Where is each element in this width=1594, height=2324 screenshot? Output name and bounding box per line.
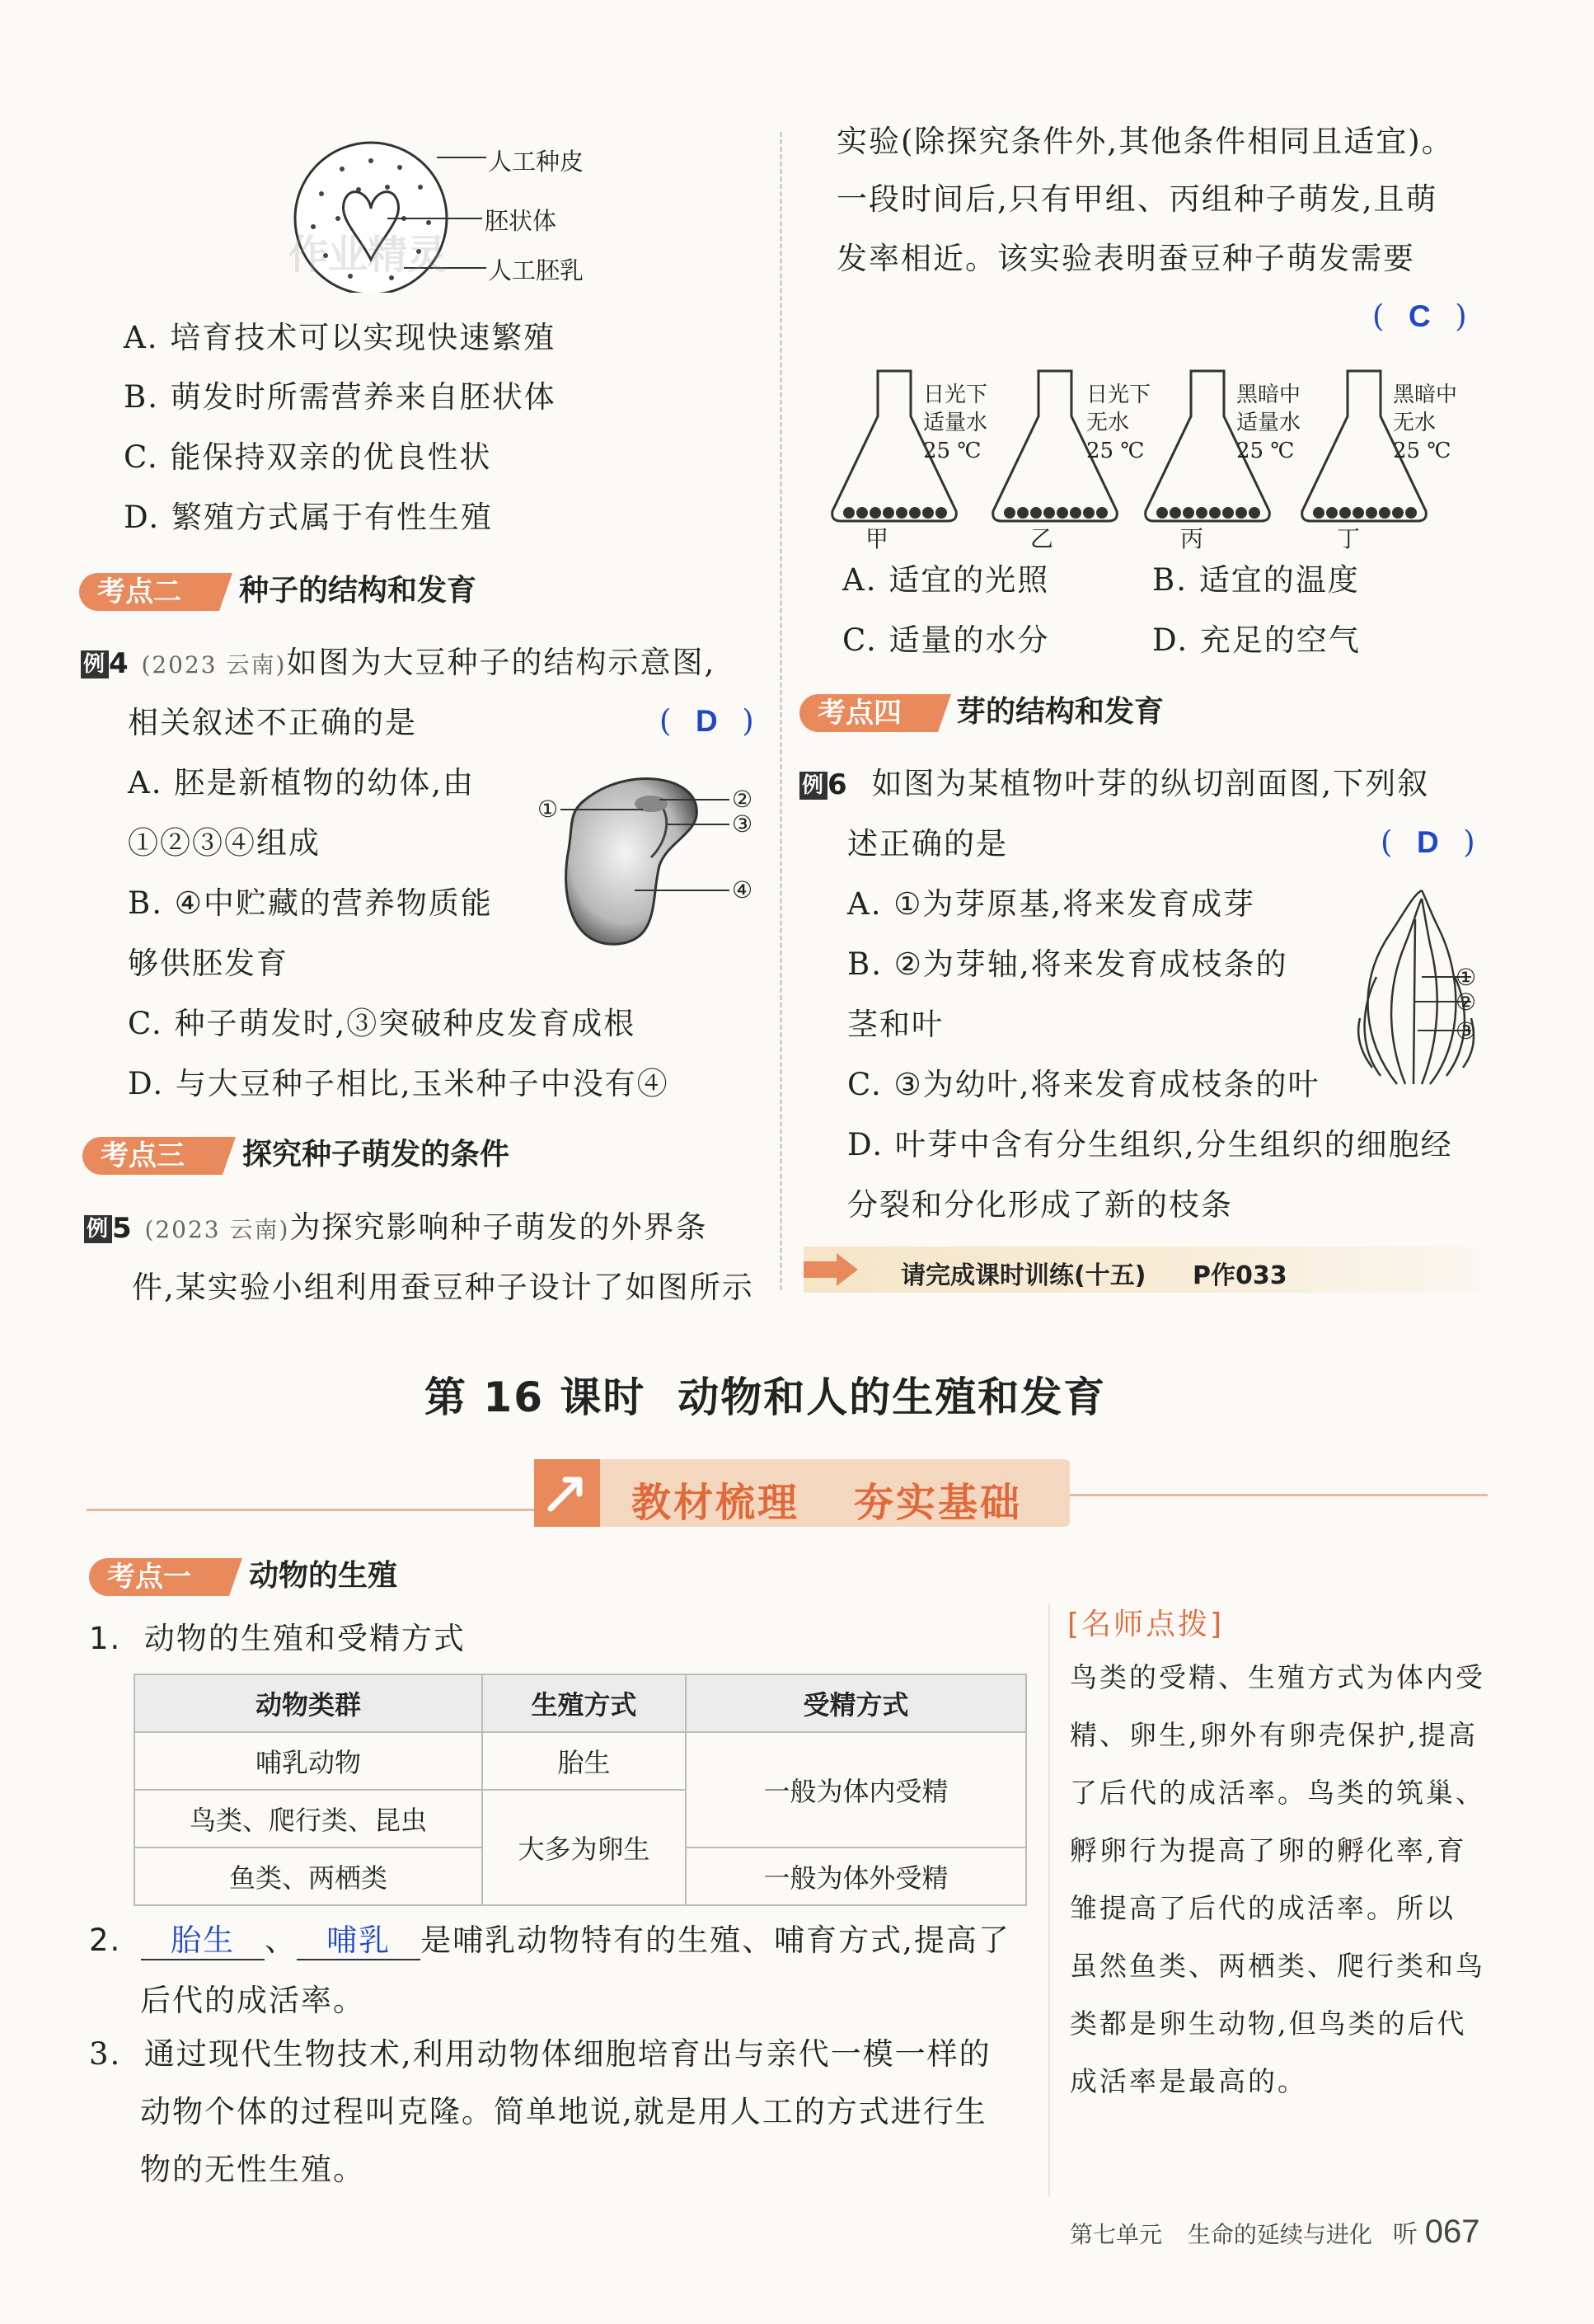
flask-name-jia: 甲 (865, 525, 889, 552)
flask-cond-light: 黑暗中 (1236, 383, 1301, 407)
ex4-opt-b1: B. ④中贮藏的营养物质能 (128, 885, 493, 921)
ex5-opt-b: B. 适宜的温度 (1152, 562, 1360, 598)
ex5-stem-line3: 实验(除探究条件外,其他条件相同且适宜)。 (837, 124, 1454, 159)
example-source: (2023 云南) (144, 1216, 290, 1243)
section-title-1: 动物的生殖 (249, 1559, 398, 1593)
answer-letter: D (1416, 825, 1441, 859)
sidebar-title: [名师点拨] (1067, 1608, 1225, 1641)
table-cell: 一般为体外受精 (686, 1847, 1026, 1905)
leaf-bud-figure (1339, 886, 1504, 1092)
sidebar-line: 成活率是最高的。 (1070, 2065, 1307, 2097)
ex4-opt-d: D. 与大豆种子相比,玉米种子中没有④ (128, 1066, 669, 1101)
flask-name-yi: 乙 (1030, 525, 1054, 552)
flask-label-jia (923, 381, 987, 465)
page-number: 067 (1424, 2214, 1480, 2250)
item-3-line3: 物的无性生殖。 (140, 2152, 365, 2187)
lesson-subtitle-rule-right (1063, 1494, 1488, 1496)
ex5-stem-line1 (84, 1209, 707, 1248)
item-2-line1 (89, 1923, 1010, 1960)
footer (1070, 2214, 1480, 2251)
item-3-line2: 动物个体的过程叫克隆。简单地说,就是用人工的方式进行生 (140, 2094, 987, 2129)
footer-chapter: 生命的延续与进化 (1187, 2221, 1372, 2248)
ex6-opt-b1: B. ②为芽轴,将来发育成枝条的 (847, 946, 1288, 982)
column-divider (780, 132, 782, 1290)
example-number: 4 (109, 647, 130, 680)
flask-name-ding: 丁 (1337, 525, 1361, 552)
flask-cond-temp: 25 ℃ (923, 439, 982, 463)
flask-cond-light: 日光下 (1086, 383, 1151, 407)
homework-text: 请完成课时训练(十五) (901, 1261, 1146, 1290)
arrow-icon (804, 1253, 858, 1286)
flask-label-bing (1236, 381, 1301, 465)
bud-marker-2: ② (1456, 988, 1477, 1016)
lesson-subtitle-rule-left (87, 1509, 536, 1511)
footer-icon: 听 (1392, 2220, 1418, 2249)
ex6-opt-d1: D. 叶芽中含有分生组织,分生组织的细胞经 (847, 1127, 1453, 1162)
reproduction-table (134, 1674, 1027, 1906)
ex4-opt-a1: A. 胚是新植物的幼体,由 (128, 765, 476, 800)
blank-answer-1: 胎生 (171, 1923, 236, 1958)
flask-cond-water: 无水 (1086, 411, 1130, 435)
flask-cond-light: 黑暗中 (1393, 383, 1458, 407)
table-cell: 大多为卵生 (482, 1790, 686, 1905)
section-tag-2: 考点二 (79, 573, 219, 611)
watermark: 作业精灵 (288, 232, 448, 278)
pencil-arrow-icon (534, 1459, 600, 1527)
item-2-line2: 后代的成活率。 (140, 1983, 365, 2018)
sidebar-line: 虽然鱼类、两栖类、爬行类和鸟 (1070, 1950, 1485, 1982)
flask-cond-water: 适量水 (1236, 411, 1301, 435)
ex6-opt-c: C. ③为幼叶,将来发育成枝条的叶 (847, 1067, 1320, 1102)
ex5-answer: ( C ) (1372, 298, 1469, 334)
table-row (134, 1732, 1026, 1790)
figure-label-endosperm: 人工胚乳 (488, 256, 584, 284)
blank-answer-2: 哺乳 (326, 1923, 391, 1958)
table-header-row (134, 1674, 1026, 1732)
homework-page: P作033 (1193, 1261, 1287, 1290)
fill-blank-1 (141, 1923, 265, 1960)
ex4-stem-text1: 如图为大豆种子的结构示意图, (286, 645, 716, 680)
ex6-answer: ( D ) (1381, 824, 1477, 860)
homework-banner (804, 1247, 1479, 1293)
ex6-stem-line1 (799, 766, 1429, 803)
sidebar-body (1070, 1649, 1485, 2110)
bud-marker-3: ③ (1456, 1017, 1477, 1045)
example-badge: 例 (84, 1215, 112, 1243)
seed-marker-2: ② (732, 786, 753, 813)
ex4-opt-a2: ①②③④组成 (128, 825, 321, 861)
flask-cond-water: 适量水 (923, 411, 988, 435)
seed-marker-4: ④ (732, 876, 753, 904)
section-tag-4: 考点四 (799, 694, 938, 732)
ex4-answer: ( D ) (659, 703, 756, 739)
seed-marker-3: ③ (732, 810, 753, 838)
section-title-2: 种子的结构和发育 (239, 574, 477, 608)
table-header: 动物类群 (134, 1674, 482, 1732)
ex5-stem-text1: 为探究影响种子萌发的外界条 (289, 1209, 708, 1245)
item-1: 1. 动物的生殖和受精方式 (89, 1621, 466, 1656)
sidebar-divider (1048, 1603, 1050, 2197)
flask-label-yi (1086, 381, 1151, 465)
ex5-opt-a: A. 适宜的光照 (842, 562, 1050, 598)
table-cell: 鱼类、两栖类 (134, 1847, 482, 1905)
example-number: 5 (112, 1212, 134, 1245)
item-2-number: 2. (89, 1923, 122, 1958)
flask-cond-temp: 25 ℃ (1393, 439, 1451, 463)
footer-unit: 第七单元 (1070, 2221, 1163, 2248)
section-title-3: 探究种子萌发的条件 (242, 1138, 510, 1171)
ex5-opt-c: C. 适量的水分 (842, 622, 1050, 658)
figure-label-seed-coat: 人工种皮 (488, 148, 584, 176)
sidebar-line: 精、卵生,卵外有卵壳保护,提高 (1070, 1719, 1478, 1751)
item-2-text1: 是哺乳动物特有的生殖、哺育方式,提高了 (420, 1923, 1010, 1958)
ex5-stem-line5: 发率相近。该实验表明蚕豆种子萌发需要 (837, 241, 1415, 276)
table-cell: 哺乳动物 (134, 1732, 482, 1790)
flask-cond-light: 日光下 (923, 383, 988, 407)
flask-name-bing: 丙 (1180, 525, 1204, 552)
sidebar-line: 雏提高了后代的成活率。所以 (1070, 1892, 1456, 1924)
flask-cond-temp: 25 ℃ (1086, 439, 1145, 463)
ex6-opt-b2: 茎和叶 (847, 1007, 944, 1042)
ex5-stem-line2: 件,某实验小组利用蚕豆种子设计了如图所示 (132, 1270, 754, 1305)
example-source: (2023 云南) (141, 651, 287, 678)
lesson-title: 第 16 课时 动物和人的生殖和发育 (424, 1373, 1107, 1421)
table-cell: 胎生 (482, 1732, 686, 1790)
subtitle-b: 夯实基础 (854, 1480, 1023, 1526)
table-header: 受精方式 (686, 1674, 1026, 1732)
bud-marker-1: ① (1456, 964, 1477, 991)
ex6-stem-line2: 述正确的是 (847, 826, 1008, 862)
ex5-stem-line4: 一段时间后,只有甲组、丙组种子萌发,且萌 (837, 181, 1438, 217)
subtitle-a: 教材梳理 (631, 1480, 800, 1526)
sidebar-line: 了后代的成活率。鸟类的筑巢、 (1070, 1777, 1485, 1809)
flask-cond-temp: 25 ℃ (1236, 439, 1295, 463)
sidebar-line: 孵卵行为提高了卵的孵化率,育 (1070, 1834, 1467, 1866)
option-a: A. 培育技术可以实现快速繁殖 (124, 320, 556, 355)
item-3-line1: 3. 通过现代生物技术,利用动物体细胞培育出与亲代一模一样的 (89, 2036, 992, 2072)
ex5-opt-d: D. 充足的空气 (1152, 622, 1361, 658)
flask-cond-water: 无水 (1393, 411, 1437, 435)
table-cell: 一般为体内受精 (686, 1732, 1026, 1847)
ex4-stem-line2: 相关叙述不正确的是 (128, 705, 417, 740)
section-title-4: 芽的结构和发育 (956, 695, 1165, 729)
table-header: 生殖方式 (482, 1674, 686, 1732)
ex4-opt-c: C. 种子萌发时,③突破种皮发育成根 (128, 1006, 636, 1041)
section-tag-3: 考点三 (82, 1137, 223, 1175)
option-b: B. 萌发时所需营养来自胚状体 (124, 379, 556, 415)
seed-marker-1: ① (537, 796, 559, 823)
table-cell: 鸟类、爬行类、昆虫 (134, 1790, 482, 1847)
lesson-subtitle-banner (534, 1459, 1070, 1527)
ex4-opt-b2: 够供胚发育 (128, 946, 288, 981)
option-d: D. 繁殖方式属于有性生殖 (124, 500, 493, 535)
sidebar-line: 鸟类的受精、生殖方式为体内受 (1070, 1661, 1485, 1693)
item-2-separator: 、 (265, 1923, 298, 1958)
answer-letter: D (695, 704, 720, 738)
ex6-stem-text1: 如图为某植物叶芽的纵切剖面图,下列叙 (871, 766, 1430, 801)
fill-blank-2 (297, 1923, 420, 1960)
ex6-opt-d2: 分裂和分化形成了新的枝条 (847, 1187, 1233, 1223)
example-badge: 例 (799, 772, 827, 800)
example-number: 6 (827, 768, 849, 801)
ex4-stem-line1 (81, 645, 715, 683)
sidebar-line: 类都是卵生动物,但鸟类的后代 (1070, 2007, 1467, 2040)
option-c: C. 能保持双亲的优良性状 (124, 439, 492, 475)
example-badge: 例 (81, 650, 109, 678)
answer-letter: C (1408, 299, 1432, 333)
flask-label-ding (1393, 381, 1457, 465)
ex6-opt-a: A. ①为芽原基,将来发育成芽 (847, 886, 1256, 922)
figure-label-embryoid: 胚状体 (485, 207, 557, 235)
section-tag-1: 考点一 (89, 1558, 229, 1596)
